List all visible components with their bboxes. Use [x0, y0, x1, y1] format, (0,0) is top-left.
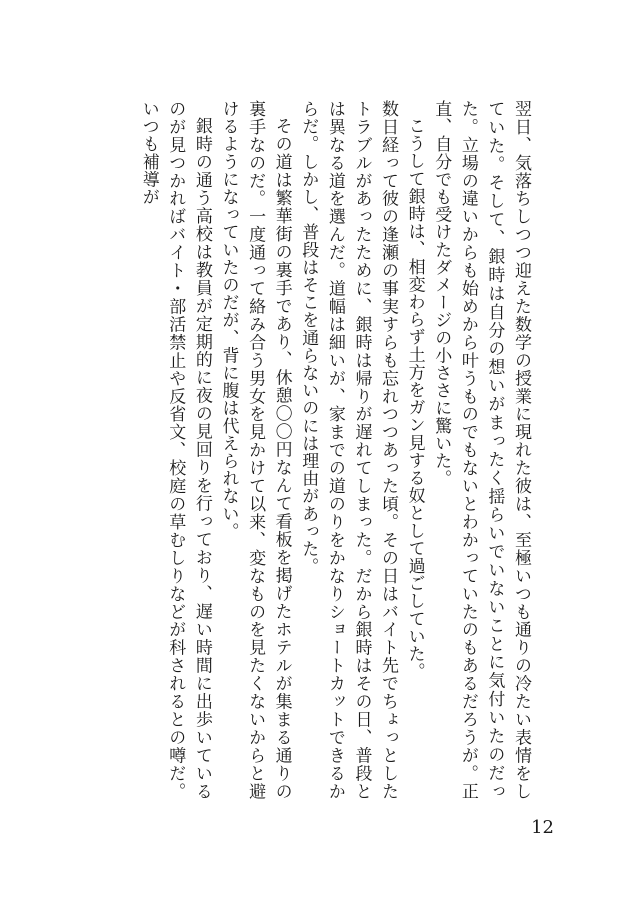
paragraph-5: 銀時の通う高校は教員が定期的に夜の見回りを行っており、遅い時間に出歩いているのが見つかればバイト・部活禁止や反省文、校庭の草むしりなどが科されるとの噂だ。いつも補導が [138, 100, 212, 800]
page-number: 12 [531, 817, 554, 838]
paragraph-3: 数日経って彼の逢瀬の事実すらも忘れつつあった頃。その日はバイト先でちょっとしたトラブルがあったために、銀時は帰りが遅れてしまった。だから銀時はその日、普段とは異なる道を選んだ。道幅は細いが、家までの道のりをかなりショートカットできるからだ。しかし、普段はそこを通らないのには理由があった。 [298, 100, 399, 800]
vertical-text-body [124, 100, 534, 800]
paragraph-4: その道は繁華街の裏手であり、休憩〇〇円なんて看板を掲げたホテルが集まる通りの裏手なのだ。一度通って絡み合う男女を見かけて以来、変なものを見たくないからと避けるようになっていたのだが、背に腹は代えられない。 [218, 100, 292, 800]
paragraph-1: 翌日、気落ちしつつ迎えた数学の授業に現れた彼は、至極いつも通りの冷たい表情をしていた。そして、銀時は自分の想いがまったく揺らいでいないことに気付いたのだった。立場の違いからも始めから叶うものでもないとわかっていたのもあるだろうが。正直、自分でも受けたダメージの小ささに驚いた。 [431, 100, 531, 800]
paragraph-2: こうして銀時は、相変わらず土方をガン見する奴として過ごしていた。 [404, 117, 425, 681]
